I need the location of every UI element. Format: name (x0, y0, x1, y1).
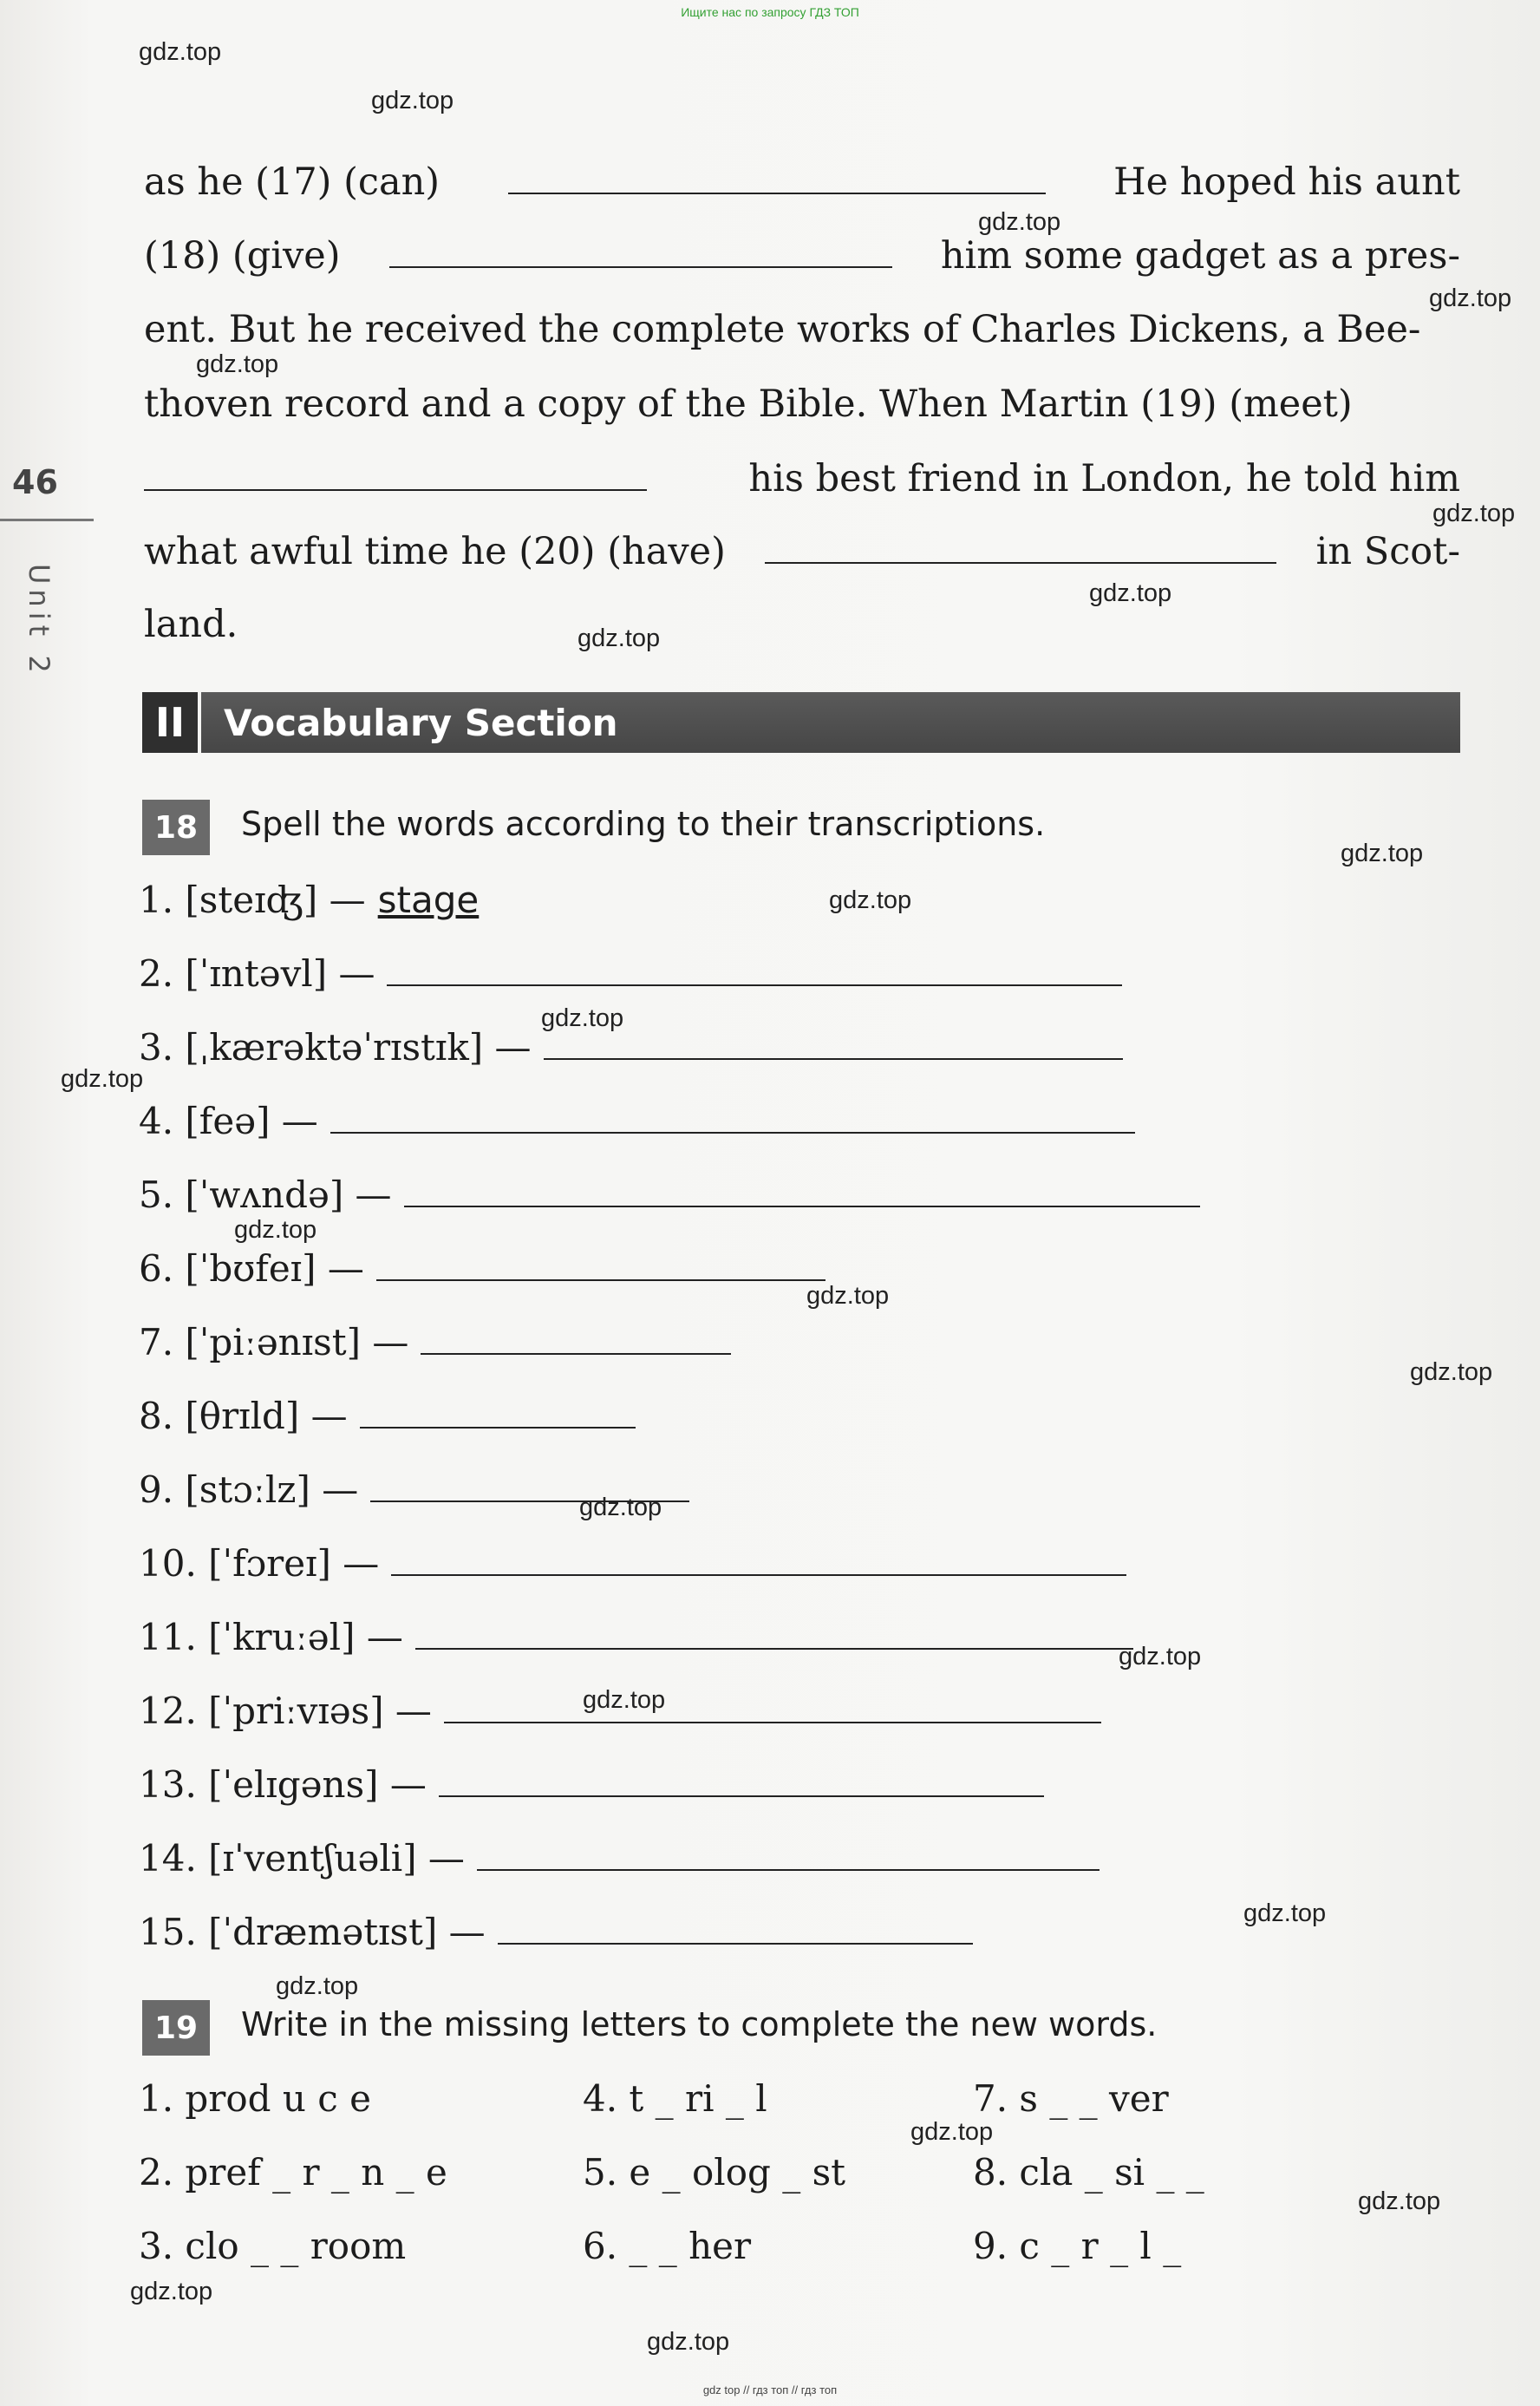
exercise-item (139, 1317, 731, 1369)
watermark: gdz.top (978, 208, 1061, 236)
paragraph-text: him some gadget as a pres- (940, 234, 1460, 278)
exercise-item (139, 1169, 1200, 1221)
answer-blank[interactable] (415, 1618, 1133, 1650)
watermark: gdz.top (1089, 579, 1172, 607)
word-item: 2. pref _ r _ n _ e (139, 2151, 447, 2194)
paragraph-text: in Scot- (1315, 530, 1460, 573)
transcription: 3. [ˌkærəktəˈrɪstɪk] — (139, 1026, 532, 1069)
answer-blank[interactable] (477, 1840, 1100, 1871)
exercise-item (139, 1612, 1133, 1664)
watermark: gdz.top (1410, 1358, 1493, 1386)
answer-blank[interactable] (391, 1545, 1126, 1576)
exercise-item (139, 874, 479, 926)
answer-blank[interactable] (444, 1692, 1101, 1723)
exercise-item (139, 948, 1122, 1000)
exercise-item (139, 1022, 1123, 1074)
sample-answer: stage (377, 879, 480, 921)
paragraph-line (144, 156, 1460, 208)
answer-blank[interactable] (370, 1471, 689, 1502)
word-item: 6. _ _ her (583, 2225, 752, 2267)
paragraph-text: He hoped his aunt (1113, 160, 1460, 204)
transcription: 13. [ˈelɪgəns] — (139, 1763, 427, 1806)
transcription: 7. [ˈpiːənɪst] — (139, 1321, 409, 1363)
watermark: gdz.top (579, 1494, 662, 1521)
watermark: gdz.top (130, 2278, 213, 2305)
exercise-18-instruction: Spell the words according to their transcriptions. (241, 805, 1046, 843)
transcription: 10. [ˈfɔreɪ] — (139, 1542, 380, 1585)
paragraph-line (144, 526, 1460, 578)
answer-blank[interactable] (144, 460, 647, 491)
answer-blank[interactable] (765, 533, 1276, 564)
transcription: 2. [ˈɪntəvl] — (139, 952, 375, 995)
paragraph-line (144, 304, 1460, 356)
word-item: 1. prod u c e (139, 2077, 372, 2120)
page-number: 46 (12, 463, 58, 501)
bottom-footer[interactable]: gdz top // гдз топ // гдз топ (702, 2383, 838, 2396)
transcription: 6. [ˈbʊfeɪ] — (139, 1247, 364, 1290)
exercise-item (139, 1833, 1100, 1885)
word-item: 3. clo _ _ room (139, 2225, 407, 2267)
watermark: gdz.top (1243, 1899, 1327, 1927)
answer-blank[interactable] (360, 1397, 636, 1429)
watermark: gdz.top (829, 886, 912, 914)
answer-blank[interactable] (439, 1766, 1044, 1797)
exercise-19-number: 19 (142, 2000, 210, 2056)
exercise-item (139, 1685, 1101, 1737)
paragraph-text: ent. But he received the complete works of Charles Dickens, a Bee- (144, 308, 1421, 351)
section-title: Vocabulary Section (224, 701, 618, 744)
page-number-rule (0, 519, 94, 521)
answer-blank[interactable] (389, 237, 892, 268)
word-item: 9. c _ r _ l _ (973, 2225, 1182, 2267)
watermark: gdz.top (1429, 284, 1512, 312)
transcription: 15. [ˈdræmətɪst] — (139, 1911, 486, 1953)
exercise-item (139, 1759, 1044, 1811)
answer-blank[interactable] (544, 1029, 1123, 1060)
paragraph-text: thoven record and a copy of the Bible. When Martin (19) (meet) (144, 382, 1353, 426)
word-item: 7. s _ _ ver (973, 2077, 1169, 2120)
word-item: 8. cla _ si _ _ (973, 2151, 1204, 2194)
section-number: II (142, 692, 201, 753)
watermark: gdz.top (1341, 840, 1424, 867)
paragraph-text: as he (17) (can) (144, 160, 440, 204)
exercise-item (139, 1243, 825, 1295)
exercise-item (139, 1464, 689, 1516)
answer-blank[interactable] (376, 1250, 825, 1281)
transcription: 12. [ˈpriːvɪəs] — (139, 1690, 432, 1732)
answer-blank[interactable] (498, 1913, 973, 1945)
answer-blank[interactable] (508, 163, 1046, 194)
section-header (142, 692, 1460, 753)
answer-blank[interactable] (421, 1324, 731, 1355)
watermark: gdz.top (61, 1065, 144, 1093)
unit-label: Unit 2 (23, 564, 55, 678)
watermark: gdz.top (276, 1972, 359, 2000)
exercise-18-number: 18 (142, 800, 210, 855)
watermark: gdz.top (1432, 500, 1516, 527)
paragraph-text: what awful time he (20) (have) (144, 530, 726, 573)
watermark: gdz.top (806, 1282, 890, 1310)
answer-blank[interactable] (387, 955, 1122, 986)
word-item: 5. e _ olog _ st (583, 2151, 846, 2194)
watermark: gdz.top (139, 38, 222, 66)
watermark: gdz.top (578, 624, 661, 652)
watermark: gdz.top (541, 1004, 624, 1032)
transcription: 5. [ˈwʌndə] — (139, 1174, 392, 1216)
watermark: gdz.top (196, 350, 279, 378)
paragraph-text: land. (144, 603, 238, 646)
answer-blank[interactable] (404, 1176, 1200, 1207)
transcription: 9. [stɔːlz] — (139, 1468, 359, 1511)
watermark: gdz.top (234, 1216, 317, 1244)
answer-blank[interactable] (330, 1102, 1135, 1134)
exercise-item (139, 1095, 1135, 1147)
paragraph-line (144, 378, 1460, 430)
top-banner[interactable]: Ищите нас по запросу ГДЗ ТОП (681, 5, 859, 19)
exercise-item (139, 1390, 636, 1442)
watermark: gdz.top (371, 87, 454, 114)
transcription: 4. [feə] — (139, 1100, 318, 1142)
word-item: 4. t _ ri _ l (583, 2077, 767, 2120)
paragraph-text: (18) (give) (144, 234, 341, 278)
watermark: gdz.top (1119, 1643, 1202, 1670)
paragraph-line (144, 453, 1460, 505)
transcription: 14. [ɪˈventʃuəli] — (139, 1837, 465, 1880)
transcription: 8. [θrɪld] — (139, 1395, 348, 1437)
watermark: gdz.top (910, 2118, 994, 2146)
watermark: gdz.top (647, 2328, 730, 2356)
exercise-item (139, 1906, 973, 1958)
watermark: gdz.top (583, 1686, 666, 1714)
exercise-19-instruction: Write in the missing letters to complete the new words. (241, 2005, 1158, 2043)
paragraph-line (144, 598, 1460, 651)
transcription: 11. [ˈkruːəl] — (139, 1616, 403, 1658)
paragraph-line (144, 230, 1460, 282)
paragraph-text: his best friend in London, he told him (748, 457, 1460, 500)
exercise-item (139, 1538, 1126, 1590)
transcription: 1. [steɪʤ] — (139, 879, 366, 921)
watermark: gdz.top (1358, 2187, 1441, 2215)
